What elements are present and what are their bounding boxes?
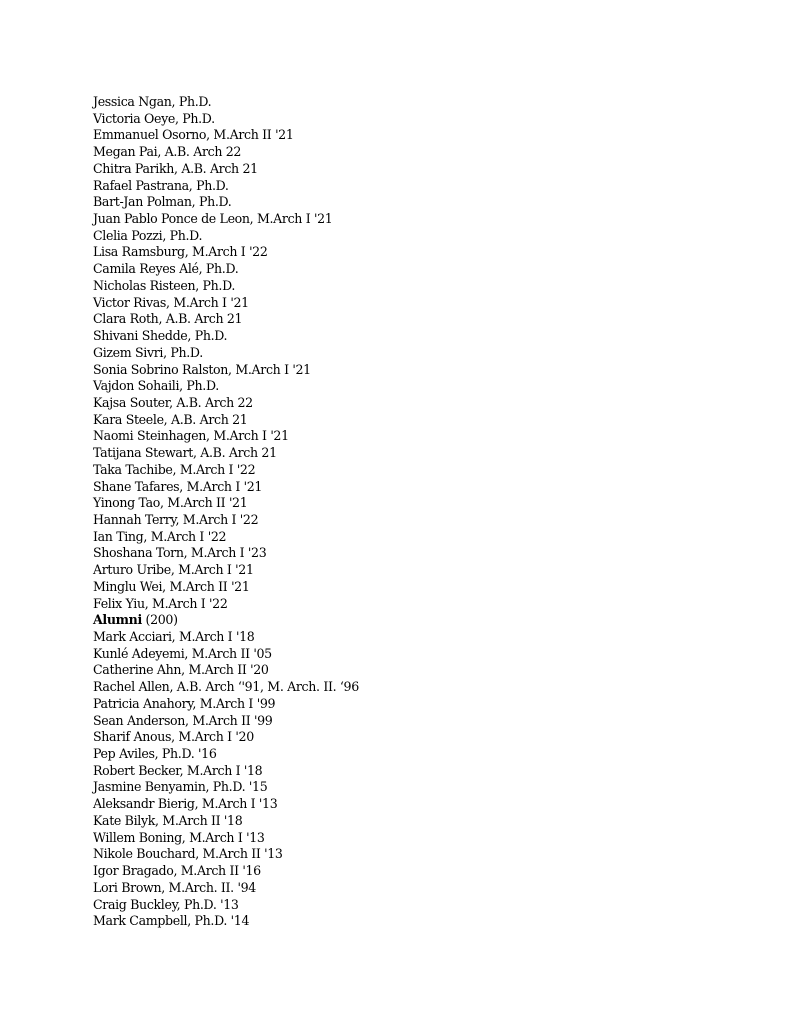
- list-item: Pep Aviles, Ph.D. '16: [93, 746, 217, 762]
- list-item: Ian Ting, M.Arch I '22: [93, 528, 227, 544]
- list-item: Bart-Jan Polman, Ph.D.: [93, 194, 232, 210]
- list-item: Minglu Wei, M.Arch II '21: [93, 578, 250, 594]
- list-item: Willem Boning, M.Arch I '13: [93, 829, 265, 845]
- list-item: Sean Anderson, M.Arch II '99: [93, 712, 273, 728]
- list-item: Kajsa Souter, A.B. Arch 22: [93, 394, 253, 410]
- list-item: Chitra Parikh, A.B. Arch 21: [93, 160, 258, 176]
- list-item: Nikole Bouchard, M.Arch II '13: [93, 846, 283, 862]
- alumni-heading-label: Alumni: [93, 612, 142, 628]
- list-item: Aleksandr Bierig, M.Arch I '13: [93, 796, 278, 812]
- list-item: Catherine Ahn, M.Arch II '20: [93, 662, 269, 678]
- list-item: Emmanuel Osorno, M.Arch II '21: [93, 127, 294, 143]
- list-item: Yinong Tao, M.Arch II '21: [93, 495, 248, 511]
- name-list: [93, 94, 359, 930]
- list-item: Lisa Ramsburg, M.Arch I '22: [93, 244, 268, 260]
- list-item: Taka Tachibe, M.Arch I '22: [93, 461, 256, 477]
- list-item: Felix Yiu, M.Arch I '22: [93, 595, 228, 611]
- list-item: Craig Buckley, Ph.D. '13: [93, 896, 239, 912]
- list-item: Megan Pai, A.B. Arch 22: [93, 144, 242, 160]
- alumni-heading-count: (200): [141, 612, 178, 628]
- list-item: Kara Steele, A.B. Arch 21: [93, 411, 248, 427]
- list-item: Hannah Terry, M.Arch I '22: [93, 511, 259, 527]
- list-item: Jasmine Benyamin, Ph.D. '15: [93, 779, 268, 795]
- list-item: Camila Reyes Alé, Ph.D.: [93, 261, 239, 277]
- list-item: Sonia Sobrino Ralston, M.Arch I '21: [93, 361, 311, 377]
- list-item: Lori Brown, M.Arch. II. '94: [93, 879, 256, 895]
- list-item: Shivani Shedde, Ph.D.: [93, 328, 228, 344]
- list-item: Mark Campbell, Ph.D. '14: [93, 913, 250, 929]
- list-item: Tatijana Stewart, A.B. Arch 21: [93, 445, 277, 461]
- list-item: Clelia Pozzi, Ph.D.: [93, 227, 203, 243]
- list-item: Nicholas Risteen, Ph.D.: [93, 277, 236, 293]
- list-item: Sharif Anous, M.Arch I '20: [93, 729, 254, 745]
- list-item: Victoria Oeye, Ph.D.: [93, 110, 215, 126]
- list-item: Gizem Sivri, Ph.D.: [93, 344, 203, 360]
- list-item: Kunlé Adeyemi, M.Arch II '05: [93, 645, 272, 661]
- list-item: Rafael Pastrana, Ph.D.: [93, 177, 229, 193]
- list-item: Clara Roth, A.B. Arch 21: [93, 311, 243, 327]
- list-item: Shoshana Torn, M.Arch I '23: [93, 545, 267, 561]
- list-item: Juan Pablo Ponce de Leon, M.Arch I '21: [93, 211, 333, 227]
- list-item: Igor Bragado, M.Arch II '16: [93, 863, 261, 879]
- list-item: Rachel Allen, A.B. Arch ‘'91, M. Arch. II. ‘96: [93, 679, 359, 695]
- list-item: Patricia Anahory, M.Arch I '99: [93, 695, 276, 711]
- list-item: Kate Bilyk, M.Arch II '18: [93, 812, 243, 828]
- list-item: Shane Tafares, M.Arch I '21: [93, 478, 263, 494]
- list-item: Arturo Uribe, M.Arch I '21: [93, 562, 254, 578]
- list-item: Victor Rivas, M.Arch I '21: [93, 294, 249, 310]
- list-item: Naomi Steinhagen, M.Arch I '21: [93, 428, 289, 444]
- list-item: Mark Acciari, M.Arch I '18: [93, 629, 255, 644]
- list-item: Robert Becker, M.Arch I '18: [93, 762, 263, 778]
- list-item: Vajdon Sohaili, Ph.D.: [93, 378, 219, 394]
- alumni-heading: [93, 612, 359, 629]
- list-item: Jessica Ngan, Ph.D.: [93, 94, 212, 109]
